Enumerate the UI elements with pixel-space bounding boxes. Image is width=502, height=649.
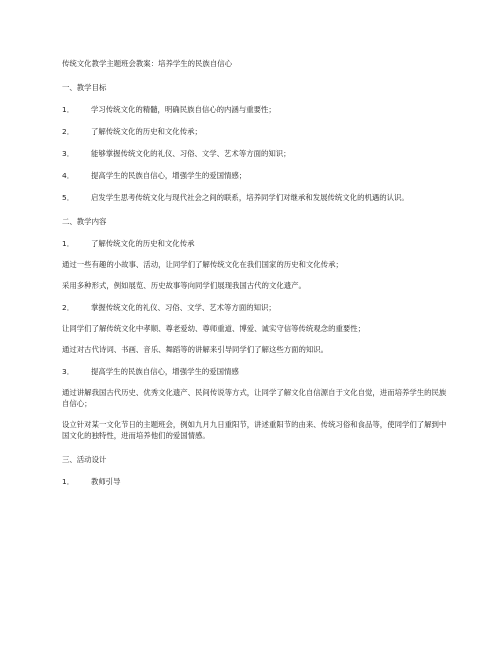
list-item-text: 掌握传统文化的礼仪、习俗、文学、艺术等方面的知识； [91, 303, 276, 312]
list-item-text: 提高学生的民族自信心，增强学生的爱国情感； [91, 171, 247, 180]
paragraph: 通过一些有趣的小故事、活动，让同学们了解传统文化在我们国家的历史和文化传承； [62, 260, 343, 269]
list-item-text: 提高学生的民族自信心，增强学生的爱国情感 [91, 367, 239, 376]
list-item-number: 1． [62, 239, 75, 248]
list-item [62, 476, 450, 487]
list-item-number: 1． [62, 105, 75, 114]
section-heading-goals: 一、教学目标 [62, 83, 107, 92]
list-item-text: 了解传统文化的历史和文化传承； [91, 127, 202, 136]
list-item-number: 2． [62, 127, 75, 136]
list-item-number: 5． [62, 193, 75, 202]
list-item [62, 170, 450, 181]
list-item [62, 302, 450, 313]
list-item-text: 启发学生思考传统文化与现代社会之间的联系，培养同学们对继承和发展传统文化的机遇的认识。 [91, 193, 409, 202]
document-title: 传统文化教学主题班会教案：培养学生的民族自信心 [62, 59, 232, 68]
list-item-text: 能够掌握传统文化的礼仪、习俗、文学、艺术等方面的知识； [91, 149, 291, 158]
paragraph: 通过对古代诗词、书画、音乐、舞蹈等的讲解来引导同学们了解这些方面的知识。 [62, 345, 329, 354]
list-item-number: 2． [62, 303, 75, 312]
paragraph: 采用多种形式，例如展览、历史故事等向同学们展现我国古代的文化遗产。 [62, 281, 306, 290]
list-item [62, 104, 450, 115]
list-item-number: 3． [62, 149, 75, 158]
list-item-number: 1． [62, 477, 75, 486]
list-item-text: 教师引导 [91, 477, 121, 486]
section-heading-content: 二、教学内容 [62, 217, 107, 226]
list-item [62, 192, 450, 203]
paragraph: 设立针对某一文化节日的主题班会，例如九月九日重阳节，讲述重阳节的由来、传统习俗和食品等，使同学们了解到中国文化的独特性，进而培养他们的爱国情感。 [62, 420, 447, 440]
paragraph: 通过讲解我国古代历史、优秀文化遗产、民间传说等方式，让同学了解文化自信源自于文化自觉，进而培养学生的民族自信心； [62, 388, 447, 408]
section-heading-activities: 三、活动设计 [62, 455, 107, 464]
list-item [62, 366, 450, 377]
document-page [62, 58, 450, 487]
list-item-text: 了解传统文化的历史和文化传承 [91, 239, 195, 248]
list-item [62, 148, 450, 159]
list-item-number: 4． [62, 171, 75, 180]
list-item [62, 238, 450, 249]
list-item-text: 学习传统文化的精髓，明确民族自信心的内涵与重要性； [91, 105, 276, 114]
list-item-number: 3． [62, 367, 75, 376]
paragraph: 让同学们了解传统文化中孝顺、尊老爱幼、尊师重道、博爱、诚实守信等传统观念的重要性； [62, 324, 366, 333]
list-item [62, 126, 450, 137]
